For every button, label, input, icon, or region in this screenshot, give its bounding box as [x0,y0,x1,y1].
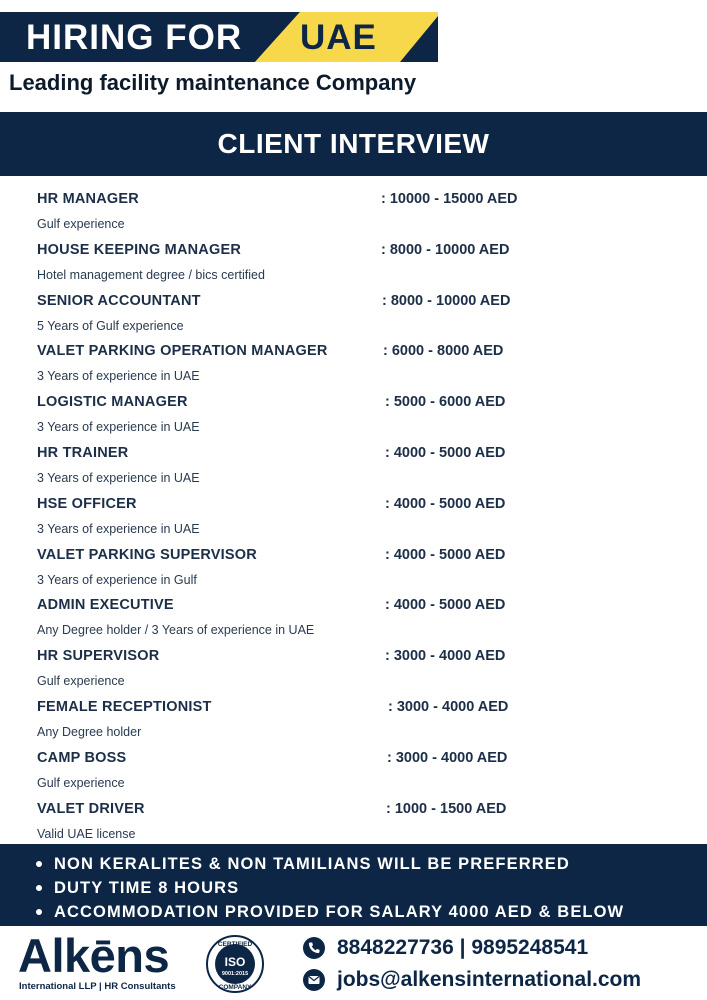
job-title: CAMP BOSS [37,749,127,766]
job-requirement: 3 Years of experience in UAE [37,420,200,435]
job-item [37,697,677,748]
email-row [303,968,641,992]
job-item [37,189,677,240]
email-icon [303,969,325,991]
job-title: LOGISTIC MANAGER [37,394,188,411]
job-title: HR TRAINER [37,444,129,461]
job-title: HOUSE KEEPING MANAGER [37,241,241,258]
job-title: HR SUPERVISOR [37,648,160,665]
company-tagline: Leading facility maintenance Company [9,70,417,95]
job-item [37,443,677,494]
job-item [37,595,677,646]
job-item [37,799,677,850]
hiring-banner [0,12,438,62]
job-title: VALET PARKING OPERATION MANAGER [37,343,328,360]
job-item [37,240,677,291]
iso-seal-top-text: CERTIFIED [217,941,253,948]
job-requirement: Hotel management degree / bics certified [37,267,265,282]
job-item [37,494,677,545]
job-title: HR MANAGER [37,191,139,207]
bullet-icon [36,861,42,867]
job-requirement: 3 Years of experience in UAE [37,369,200,384]
job-title: SENIOR ACCOUNTANT [37,292,201,309]
hiring-text: HIRING FOR [26,18,243,57]
company-logo: Alkēns [18,929,170,982]
job-title: FEMALE RECEPTIONIST [37,698,212,715]
iso-seal-main-text: ISO [224,955,246,969]
job-title: ADMIN EXECUTIVE [37,597,174,614]
job-salary: : 10000 - 15000 AED [381,191,518,207]
job-salary: : 6000 - 8000 AED [383,343,504,360]
country-text: UAE [300,18,377,57]
footer [0,926,707,1000]
conditions-band [0,844,707,926]
job-salary: : 5000 - 6000 AED [385,394,506,411]
job-salary: : 1000 - 1500 AED [386,800,507,817]
job-requirement: 3 Years of experience in UAE [37,470,200,485]
job-requirement: Gulf experience [37,775,125,790]
job-requirement: Gulf experience [37,217,125,231]
job-item [37,341,677,392]
phone-numbers[interactable]: 8848227736 | 9895248541 [337,936,589,959]
section-title-band [0,112,707,176]
email-address[interactable]: jobs@alkensinternational.com [337,968,642,991]
condition-item [34,852,707,876]
iso-seal-standard-text: 9001:2015 [221,971,249,977]
phone-icon [303,937,325,959]
job-salary: : 4000 - 5000 AED [385,546,506,563]
job-salary: : 4000 - 5000 AED [385,444,506,461]
condition-text: NON KERALITES & NON TAMILIANS WILL BE PREFERRED [54,855,570,873]
condition-text: ACCOMMODATION PROVIDED FOR SALARY 4000 AED & BELOW [54,903,625,921]
job-title: HSE OFFICER [37,495,137,512]
phone-row [303,936,588,960]
bullet-icon [36,885,42,891]
job-title: VALET PARKING SUPERVISOR [37,546,257,563]
condition-item [34,900,707,924]
job-salary: : 3000 - 4000 AED [388,698,509,715]
job-requirement: Any Degree holder [37,724,142,739]
bullet-icon [36,909,42,915]
company-logo-subtitle: International LLP | HR Consultants [19,981,176,992]
job-list [37,189,677,849]
job-salary: : 4000 - 5000 AED [385,495,506,512]
iso-seal-bottom-text: COMPANY [218,984,252,991]
job-requirement: 3 Years of experience in Gulf [37,572,197,587]
job-salary: : 4000 - 5000 AED [385,597,506,614]
job-requirement: Valid UAE license [37,826,136,841]
job-requirement: 3 Years of experience in UAE [37,521,200,536]
section-title: CLIENT INTERVIEW [217,128,490,159]
job-item [37,748,677,799]
condition-text: DUTY TIME 8 HOURS [54,879,240,897]
job-title: VALET DRIVER [37,800,145,817]
condition-item [34,876,707,900]
job-item [37,545,677,596]
job-requirement: Gulf experience [37,674,125,689]
job-item [37,291,677,342]
job-salary: : 8000 - 10000 AED [382,292,511,309]
job-item [37,646,677,697]
job-requirement: Any Degree holder / 3 Years of experience in UAE [37,623,315,638]
iso-seal-icon [206,935,264,993]
job-salary: : 8000 - 10000 AED [381,241,510,258]
conditions-list [34,852,707,924]
job-item [37,392,677,443]
job-salary: : 3000 - 4000 AED [387,749,508,766]
job-requirement: 5 Years of Gulf experience [37,318,184,333]
job-salary: : 3000 - 4000 AED [385,648,506,665]
